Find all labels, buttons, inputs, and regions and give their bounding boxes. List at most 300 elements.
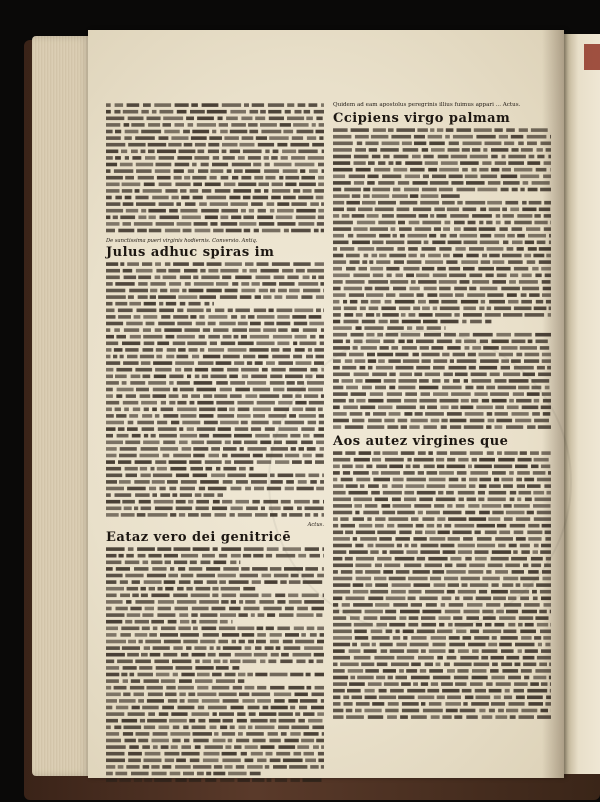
ink-word (333, 675, 348, 679)
ink-word (159, 712, 169, 716)
ink-word (532, 412, 540, 416)
ink-word (533, 253, 544, 257)
ink-word (472, 669, 487, 673)
ink-word (119, 554, 124, 558)
ink-word (507, 293, 517, 297)
ink-word (223, 646, 242, 650)
ink-word (261, 269, 279, 273)
ink-word (309, 401, 324, 405)
ink-word (452, 530, 471, 534)
ink-word (147, 699, 164, 703)
ink-word (361, 346, 377, 350)
ink-word (119, 480, 131, 484)
ink-word (247, 765, 263, 769)
ink-word (472, 346, 481, 350)
ink-word (393, 504, 412, 508)
ink-word (504, 603, 521, 607)
ink-word (231, 507, 243, 511)
ink-word (355, 510, 359, 514)
ink-word (333, 240, 349, 244)
ink-word (301, 427, 314, 431)
ink-word (485, 141, 502, 145)
ink-word (365, 570, 380, 574)
ink-word (298, 554, 306, 558)
ink-word (362, 200, 376, 204)
ink-word (520, 174, 539, 178)
ink-word (463, 306, 476, 310)
ink-word (138, 176, 154, 180)
ink-word (212, 302, 214, 306)
ink-word (297, 606, 308, 610)
ink-word (534, 458, 549, 462)
ink-word (510, 497, 515, 501)
ink-word (508, 154, 526, 158)
ink-word (426, 603, 437, 607)
ink-word (123, 222, 132, 226)
ink-word (407, 458, 411, 462)
ink-word (303, 289, 320, 293)
ink-word (462, 689, 472, 693)
ink-word (456, 563, 466, 567)
ink-word (138, 216, 146, 220)
ink-word (505, 689, 510, 693)
ink-word (433, 675, 451, 679)
ink-word (135, 136, 155, 140)
ink-word (120, 216, 135, 220)
ink-word (180, 189, 186, 193)
ink-word (509, 543, 517, 547)
ink-word (106, 487, 124, 491)
ink-word (225, 672, 236, 676)
ink-word (333, 260, 346, 264)
ink-word (106, 672, 119, 676)
ink-word (482, 609, 493, 613)
ink-word (293, 355, 302, 359)
ink-word (245, 169, 260, 173)
ink-word (236, 765, 244, 769)
ink-word (482, 161, 491, 165)
ink-word (165, 692, 176, 696)
ink-word (114, 348, 123, 352)
ink-word (276, 216, 293, 220)
ink-word (468, 464, 472, 468)
ink-word (512, 412, 529, 416)
ink-word (240, 573, 258, 577)
ink-word (180, 487, 195, 491)
ink-word (470, 418, 485, 422)
ink-word (125, 196, 132, 200)
ink-word (154, 778, 171, 782)
ink-word (272, 421, 281, 425)
ink-word (501, 477, 513, 481)
ink-word (219, 554, 227, 558)
ink-word (220, 613, 236, 617)
ink-word (289, 368, 307, 372)
ink-word (319, 123, 324, 127)
ink-word (489, 689, 502, 693)
ink-word (391, 346, 398, 350)
ink-word (298, 282, 318, 286)
ink-word (501, 174, 518, 178)
ink-word (410, 167, 425, 171)
ink-word (278, 745, 295, 749)
ink-word (167, 480, 178, 484)
ink-word (333, 385, 343, 389)
ink-word (431, 682, 438, 686)
ink-word (127, 427, 138, 431)
ink-word (376, 247, 393, 251)
ink-word (260, 110, 266, 114)
ink-word (155, 328, 162, 332)
ink-word (368, 280, 388, 284)
ink-word (312, 276, 316, 280)
ink-word (333, 616, 346, 620)
ink-word (508, 675, 521, 679)
ink-word (441, 418, 447, 422)
ink-word (164, 752, 179, 756)
ink-word (116, 705, 128, 709)
ink-word (344, 306, 357, 310)
ink-word (343, 471, 350, 475)
ink-word (516, 517, 530, 521)
ink-word (518, 385, 529, 389)
ink-word (544, 484, 551, 488)
ink-word (409, 313, 416, 317)
ink-word (106, 778, 117, 782)
ink-word (344, 313, 353, 317)
ink-word (187, 427, 194, 431)
ink-word (448, 623, 452, 627)
ink-word (488, 497, 506, 501)
ink-word (498, 385, 516, 389)
ink-word (191, 593, 210, 597)
ink-word (297, 487, 314, 491)
ink-word (313, 500, 320, 504)
ink-word (301, 633, 306, 637)
ink-word (208, 487, 227, 491)
ink-word (488, 517, 500, 521)
ink-word (469, 517, 486, 521)
ink-word (320, 282, 324, 286)
ink-word (226, 117, 238, 121)
ink-word (144, 679, 159, 683)
ink-word (191, 441, 204, 445)
ink-word (241, 117, 252, 121)
ink-word (447, 464, 466, 468)
ink-word (106, 771, 113, 775)
ink-word (260, 441, 271, 445)
ink-word (252, 500, 259, 504)
ink-word (495, 379, 507, 383)
ink-word (333, 398, 346, 402)
ink-word (143, 560, 149, 564)
ink-word (298, 719, 305, 723)
ink-word (106, 295, 126, 299)
ink-word (181, 672, 194, 676)
ink-word (510, 590, 529, 594)
ink-word (158, 587, 163, 591)
ink-word (229, 196, 240, 200)
column-header: Quidem ad eam apostolus peregrinis illius fuimus appari ... Actus. (333, 102, 521, 108)
ink-word (425, 563, 443, 567)
ink-word (254, 229, 259, 233)
ink-word (248, 639, 254, 643)
ink-word (253, 554, 263, 558)
ink-word (404, 563, 421, 567)
ink-word (270, 381, 285, 385)
ink-word (229, 606, 240, 610)
ink-word (447, 207, 459, 211)
ink-word (430, 181, 449, 185)
ink-word (315, 672, 324, 676)
ink-word (201, 276, 219, 280)
ink-word (251, 421, 268, 425)
ink-word (172, 196, 179, 200)
ink-word (164, 130, 179, 134)
ink-word (210, 202, 228, 206)
ink-word (517, 484, 525, 488)
ink-word (422, 517, 434, 521)
ink-word (178, 626, 190, 630)
ink-word (260, 659, 265, 663)
ink-word (298, 222, 314, 226)
ink-word (251, 375, 267, 379)
ink-word (333, 609, 339, 613)
ink-word (316, 738, 324, 742)
ink-word (541, 266, 551, 270)
ink-word (485, 313, 501, 317)
ink-word (431, 346, 443, 350)
ink-word (137, 421, 154, 425)
ink-word (286, 295, 298, 299)
ink-word (238, 342, 254, 346)
ink-word (223, 719, 233, 723)
ink-word (106, 620, 122, 624)
ink-word (385, 458, 404, 462)
ink-word (536, 583, 551, 587)
ink-word (190, 110, 205, 114)
ink-word (212, 686, 230, 690)
ink-word (128, 547, 134, 551)
ink-word (423, 174, 429, 178)
ink-word (283, 758, 303, 762)
ink-word (333, 603, 338, 607)
ink-word (192, 653, 206, 657)
ink-word (476, 695, 491, 699)
ink-word (174, 547, 191, 551)
ink-word (543, 576, 552, 580)
ink-word (355, 464, 363, 468)
ink-word (508, 596, 516, 600)
ink-word (537, 154, 544, 158)
ink-word (372, 642, 376, 646)
ink-word (172, 493, 177, 497)
ink-word (398, 385, 415, 389)
ink-word (397, 656, 415, 660)
ink-word (132, 705, 140, 709)
ink-word (290, 143, 309, 147)
ink-word (295, 712, 300, 716)
ink-word (373, 128, 386, 132)
ink-word (375, 524, 384, 528)
ink-word (125, 176, 134, 180)
illegible-text-lines (106, 261, 324, 518)
ink-word (309, 103, 318, 107)
ink-word (208, 269, 218, 273)
ink-word (458, 590, 476, 594)
ink-word (142, 705, 159, 709)
ink-word (187, 342, 206, 346)
ink-word (362, 385, 372, 389)
ink-word (450, 214, 469, 218)
ink-word (537, 365, 545, 369)
ink-word (283, 507, 293, 511)
ink-word (197, 686, 208, 690)
ink-word (152, 408, 157, 412)
ink-word (277, 309, 293, 313)
ink-word (222, 758, 240, 762)
ink-word (106, 394, 113, 398)
ink-word (378, 161, 385, 165)
ink-word (422, 148, 428, 152)
ink-word (494, 695, 501, 699)
ink-word (225, 745, 231, 749)
ink-word (464, 227, 477, 231)
ink-word (527, 425, 535, 429)
ink-word (544, 603, 552, 607)
ink-word (550, 623, 551, 627)
ink-word (191, 613, 197, 617)
ink-word (398, 695, 414, 699)
ink-word (203, 394, 212, 398)
ink-word (223, 659, 228, 663)
ink-word (432, 174, 446, 178)
ink-word (426, 510, 440, 514)
ink-word (184, 143, 193, 147)
ink-word (393, 286, 406, 290)
ink-word (160, 633, 178, 637)
ink-word (304, 600, 324, 604)
ink-word (106, 712, 124, 716)
ink-word (550, 682, 551, 686)
ink-word (113, 216, 118, 220)
ink-word (157, 342, 169, 346)
ink-word (333, 273, 350, 277)
ink-word (156, 666, 173, 670)
ink-word (401, 451, 415, 455)
ink-word (252, 282, 260, 286)
ink-word (441, 194, 460, 198)
ink-word (425, 372, 440, 376)
ink-word (487, 200, 502, 204)
ink-word (290, 732, 300, 736)
ink-word (405, 174, 420, 178)
ink-word (333, 629, 352, 633)
ink-word (449, 477, 459, 481)
ink-word (138, 554, 146, 558)
ink-word (397, 247, 405, 251)
ink-word (471, 702, 489, 706)
ink-word (446, 260, 457, 264)
heading-text: Julus adhuc spiras im (106, 245, 275, 261)
ink-word (539, 247, 551, 251)
ink-word (318, 758, 324, 762)
ink-word (379, 233, 390, 237)
ink-word (486, 273, 494, 277)
ink-word (522, 405, 539, 409)
ink-word (267, 202, 275, 206)
ink-word (463, 636, 472, 640)
ink-word (378, 200, 396, 204)
ink-word (502, 167, 511, 171)
ink-word (459, 332, 470, 336)
ink-word (480, 233, 491, 237)
ink-word (389, 576, 406, 580)
ink-word (298, 196, 313, 200)
ink-word (216, 361, 232, 365)
ink-word (279, 176, 283, 180)
ink-word (106, 580, 116, 584)
ink-word (310, 633, 317, 637)
ink-word (372, 240, 383, 244)
ink-word (115, 408, 121, 412)
ink-word (490, 372, 500, 376)
ink-word (156, 672, 170, 676)
ink-word (232, 328, 247, 332)
ink-word (386, 596, 406, 600)
ink-word (125, 130, 139, 134)
ink-word (376, 365, 393, 369)
ink-word (431, 148, 445, 152)
illegible-text-lines (106, 102, 324, 234)
ink-word (314, 434, 324, 438)
ink-word (238, 156, 245, 160)
ink-word (349, 491, 368, 495)
ink-word (144, 758, 162, 762)
ink-word (106, 547, 125, 551)
ink-word (287, 388, 306, 392)
ink-word (144, 183, 155, 187)
ink-word (340, 517, 348, 521)
ink-word (151, 765, 159, 769)
ink-word (231, 620, 232, 624)
ink-word (197, 573, 216, 577)
ink-word (225, 289, 238, 293)
ink-word (106, 573, 123, 577)
ink-word (389, 385, 395, 389)
ink-word (475, 557, 487, 561)
ink-word (333, 570, 338, 574)
ink-word (350, 616, 360, 620)
ink-word (487, 451, 494, 455)
ink-word (310, 765, 319, 769)
ink-word (179, 692, 185, 696)
ink-word (357, 233, 376, 237)
ink-word (255, 672, 267, 676)
ink-word (179, 150, 196, 154)
ink-word (284, 567, 303, 571)
ink-word (307, 686, 312, 690)
ink-word (333, 359, 341, 363)
ink-word (231, 202, 248, 206)
ink-word (502, 669, 518, 673)
ink-word (316, 613, 322, 617)
ink-word (483, 148, 487, 152)
ink-word (127, 653, 139, 657)
ink-word (355, 636, 368, 640)
ink-word (212, 672, 222, 676)
ink-word (188, 699, 199, 703)
